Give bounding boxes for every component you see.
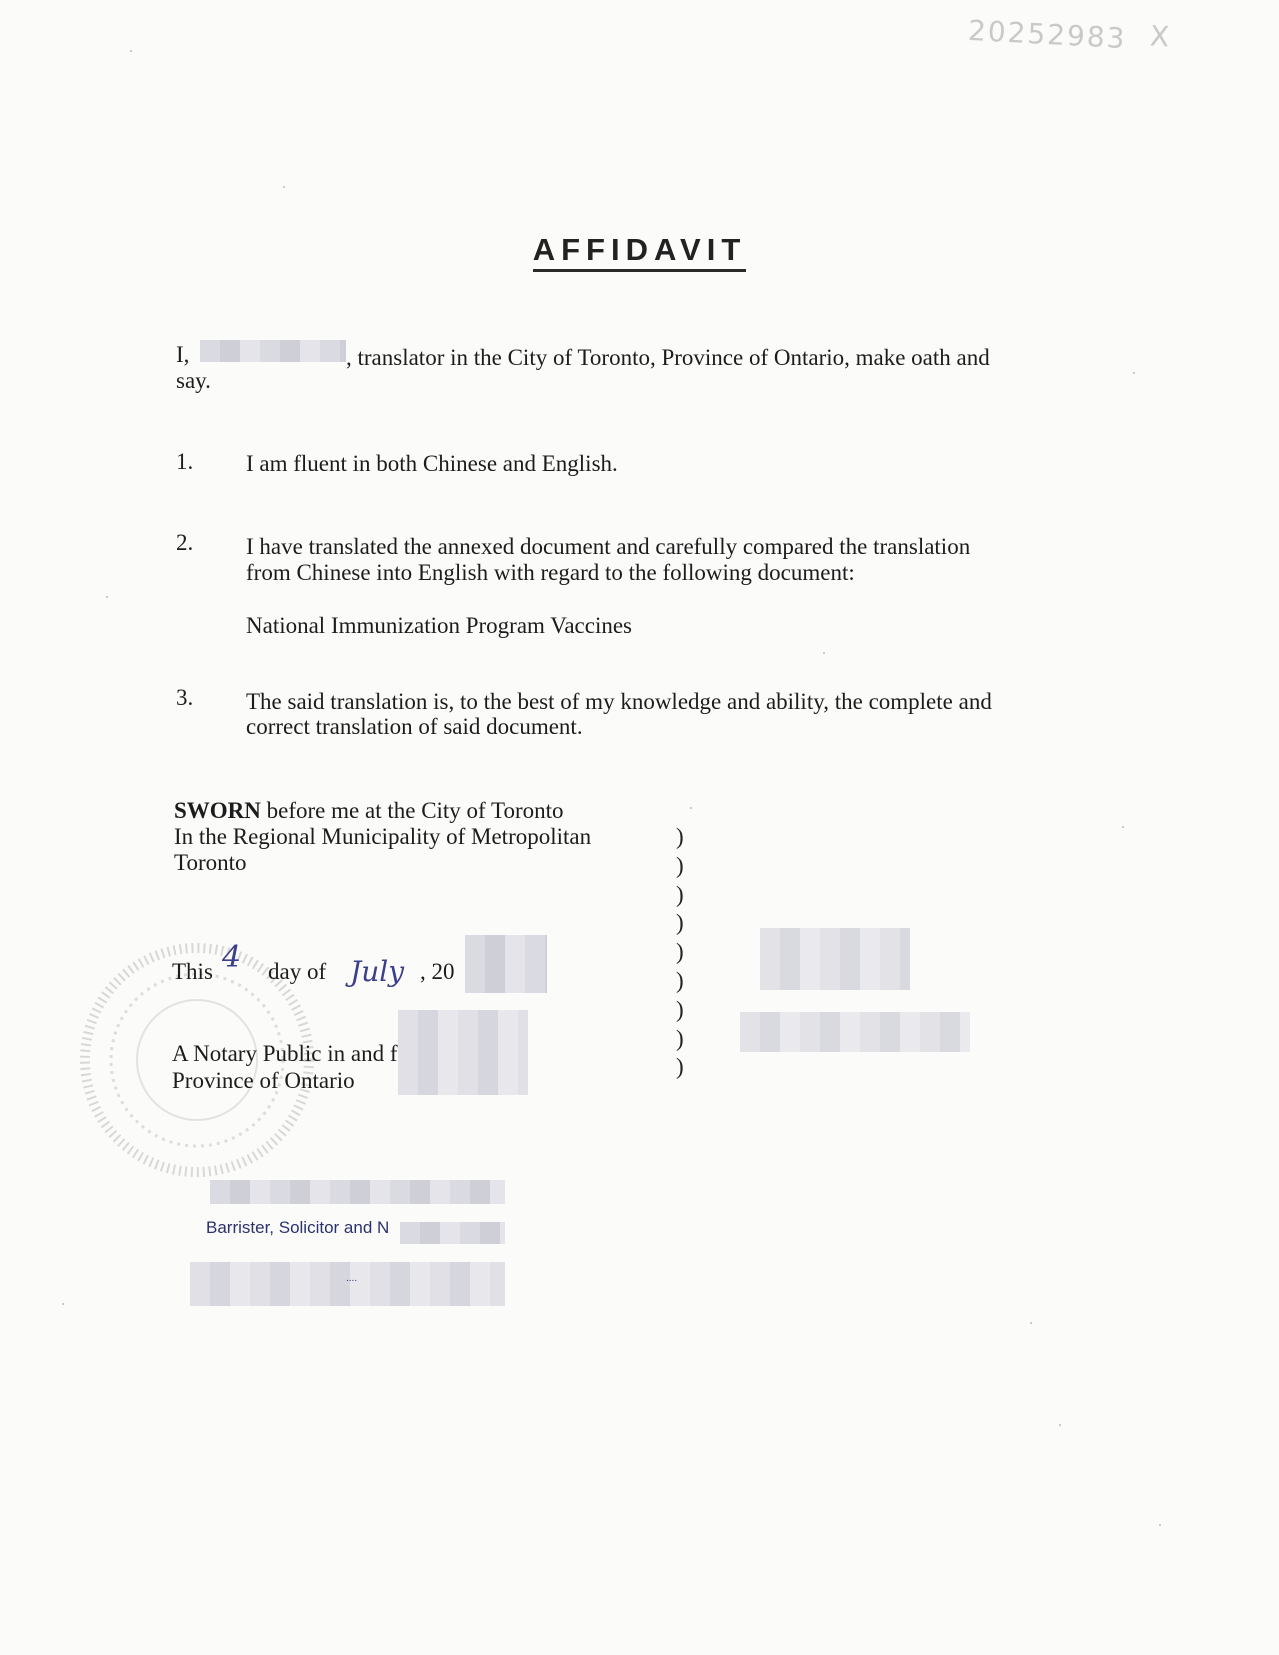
parenthesis: ) xyxy=(676,996,684,1022)
redacted-signature xyxy=(398,1010,528,1095)
item-text-3-line-1: The said translation is, to the best of my knowledge and ability, the complete and xyxy=(246,689,992,714)
parenthesis: ) xyxy=(676,910,684,936)
scan-speckle xyxy=(1159,1524,1161,1526)
item-text-2-line-2: from Chinese into English with regard to the following document: xyxy=(246,560,855,585)
redacted-signature xyxy=(465,935,547,993)
date-line-this: This xyxy=(172,959,213,984)
sworn-line-1-rest: before me at the City of Toronto xyxy=(260,798,564,823)
redacted-signature xyxy=(760,928,910,990)
parenthesis: ) xyxy=(676,967,684,993)
redacted-stamp xyxy=(210,1180,505,1204)
scan-speckle xyxy=(1030,1322,1032,1324)
document-name: National Immunization Program Vaccines xyxy=(246,613,633,638)
item-text-3-line-2: correct translation of said document. xyxy=(246,714,583,739)
reference-number: 20252983 xyxy=(967,13,1128,56)
redacted-stamp xyxy=(400,1222,505,1244)
scan-speckle xyxy=(106,596,108,598)
scan-speckle xyxy=(1133,372,1135,374)
stamp-title: Barrister, Solicitor and N xyxy=(206,1218,390,1237)
notary-line-2: Province of Ontario xyxy=(172,1068,355,1093)
page-title: AFFIDAVIT xyxy=(0,232,1279,272)
stamp-small-text: .... xyxy=(346,1273,358,1284)
sworn-bold: SWORN xyxy=(174,798,261,823)
scan-speckle xyxy=(823,652,825,654)
sworn-line-1 xyxy=(174,797,564,825)
intro-continuation: say. xyxy=(176,368,211,393)
item-number-3: 3. xyxy=(176,685,194,710)
parenthesis: ) xyxy=(676,881,684,907)
handwritten-day: 4 xyxy=(222,940,242,975)
item-text-1: I am fluent in both Chinese and English. xyxy=(246,451,618,476)
scan-speckle xyxy=(62,1303,64,1305)
notary-line-1: A Notary Public in and f xyxy=(172,1041,398,1066)
item-number-2: 2. xyxy=(176,530,194,555)
parenthesis-column xyxy=(676,823,684,1082)
sworn-line-3: Toronto xyxy=(174,850,247,875)
parenthesis: ) xyxy=(676,852,684,878)
intro-lead: I, xyxy=(176,342,190,367)
scan-speckle xyxy=(1122,826,1124,828)
intro-text: , translator in the City of Toronto, Province of Ontario, make oath and xyxy=(346,345,990,370)
scan-speckle xyxy=(690,807,692,809)
parenthesis: ) xyxy=(676,939,684,965)
item-number-1: 1. xyxy=(176,449,194,474)
redacted-name xyxy=(200,340,346,362)
date-line-day-of: day of xyxy=(268,959,327,984)
sworn-line-2: In the Regional Municipality of Metropolitan xyxy=(174,824,592,849)
redacted-stamp xyxy=(190,1262,505,1306)
scan-speckle xyxy=(130,50,132,52)
date-line-year-prefix: , 20 xyxy=(420,959,455,984)
item-text-2-line-1: I have translated the annexed document and carefully compared the translation xyxy=(246,534,971,559)
parenthesis: ) xyxy=(676,1025,684,1051)
parenthesis: ) xyxy=(676,1054,684,1080)
scan-speckle xyxy=(283,186,285,188)
scan-speckle xyxy=(1059,1424,1061,1426)
handwritten-month: July xyxy=(350,955,405,988)
parenthesis: ) xyxy=(676,824,684,849)
reference-mark: X xyxy=(1149,19,1173,54)
redacted-signature xyxy=(740,1012,970,1052)
